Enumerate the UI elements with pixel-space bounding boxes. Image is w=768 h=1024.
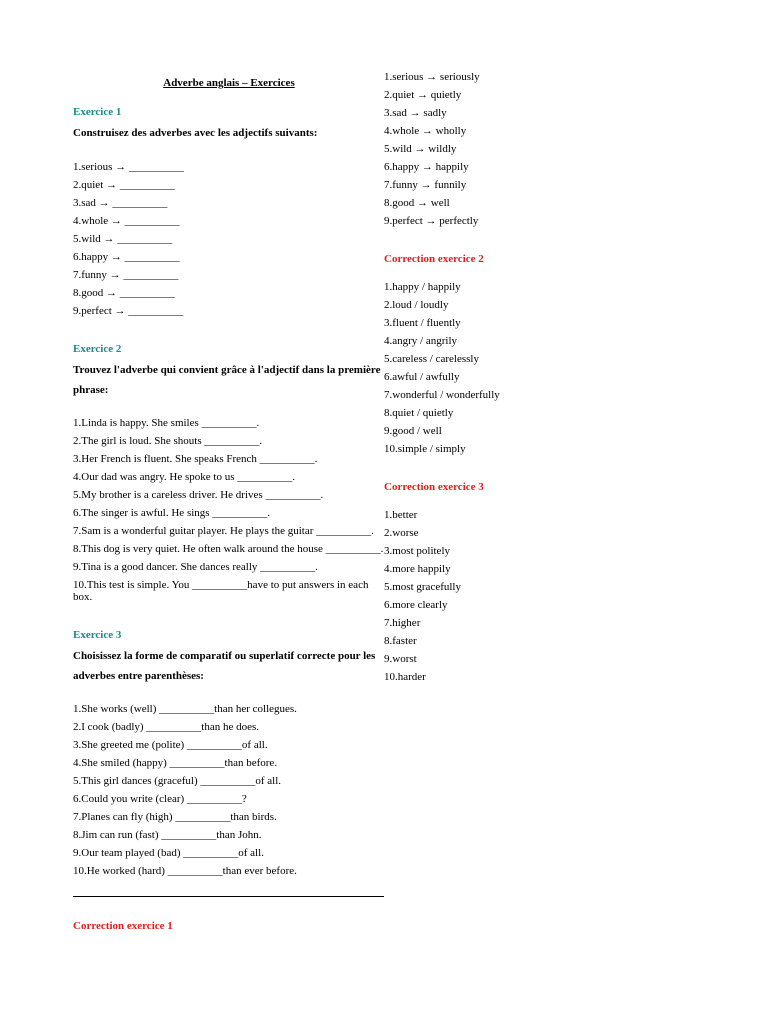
list-item: 7.funny → __________: [73, 269, 179, 281]
list-item: 6.happy → __________: [73, 251, 180, 263]
exercise-2-heading: Exercice 2: [73, 343, 122, 355]
list-item: 3.sad → sadly: [384, 107, 447, 119]
list-item: 7.wonderful / wonderfully: [384, 389, 500, 401]
list-item: 10.harder: [384, 671, 426, 683]
exercise-2: [73, 342, 385, 606]
list-item: 2.loud / loudly: [384, 299, 449, 311]
list-item: 2.quiet → quietly: [384, 89, 462, 101]
correction-1-list: [384, 68, 684, 230]
list-item: 9.perfect → __________: [73, 305, 184, 317]
correction-1-heading: Correction exercice 1: [73, 920, 173, 932]
list-item: 1.Linda is happy. She smiles __________.: [73, 417, 260, 429]
list-item: 10.He worked (hard) __________than ever before.: [73, 865, 297, 877]
exercise-3: [73, 628, 385, 880]
exercise-2-list: [73, 414, 385, 606]
list-item: 4.more happily: [384, 563, 451, 575]
list-item: 4.She smiled (happy) __________than before.: [73, 757, 278, 769]
document-title: Adverbe anglais – Exercices: [163, 77, 295, 89]
list-item: 7.Sam is a wonderful guitar player. He plays the guitar __________.: [73, 525, 374, 537]
list-item: 10.This test is simple. You __________have to put answers in each box.: [73, 579, 369, 603]
list-item: 7.higher: [384, 617, 421, 629]
list-item: 5.wild → wildly: [384, 143, 457, 155]
correction-3-list: [384, 506, 684, 686]
list-item: 1.She works (well) __________than her collegues.: [73, 703, 297, 715]
list-item: 8.good → well: [384, 197, 450, 209]
section-divider: [73, 896, 384, 897]
list-item: 10.simple / simply: [384, 443, 466, 455]
exercise-2-instruction: Trouvez l'adverbe qui convient grâce à l'adjectif dans la première phrase:: [73, 364, 381, 396]
list-item: 3.sad → __________: [73, 197, 168, 209]
list-item: 6.Could you write (clear) __________?: [73, 793, 247, 805]
list-item: 5.This girl dances (graceful) __________of all.: [73, 775, 282, 787]
list-item: 9.Our team played (bad) __________of all.: [73, 847, 264, 859]
correction-1: [73, 919, 385, 933]
list-item: 9.worst: [384, 653, 417, 665]
right-column: [384, 68, 684, 686]
exercise-1-list: [73, 158, 385, 320]
left-column: [73, 76, 385, 933]
list-item: 6.happy → happily: [384, 161, 469, 173]
list-item: 8.faster: [384, 635, 417, 647]
list-item: 4.Our dad was angry. He spoke to us __________.: [73, 471, 296, 483]
list-item: 6.The singer is awful. He sings __________.: [73, 507, 271, 519]
exercise-1: [73, 105, 385, 320]
list-item: 1.happy / happily: [384, 281, 461, 293]
correction-2-list: [384, 278, 684, 458]
list-item: 8.quiet / quietly: [384, 407, 454, 419]
list-item: 9.Tina is a good dancer. She dances really __________.: [73, 561, 318, 573]
list-item: 8.Jim can run (fast) __________than John.: [73, 829, 262, 841]
list-item: 3.She greeted me (polite) __________of all.: [73, 739, 268, 751]
correction-2: [384, 252, 684, 458]
list-item: 5.most gracefully: [384, 581, 461, 593]
list-item: 8.This dog is very quiet. He often walk around the house __________.: [73, 543, 384, 555]
correction-3: [384, 480, 684, 686]
list-item: 6.awful / awfully: [384, 371, 460, 383]
list-item: 1.serious → __________: [73, 161, 184, 173]
list-item: 7.Planes can fly (high) __________than birds.: [73, 811, 277, 823]
exercise-3-heading: Exercice 3: [73, 629, 122, 641]
list-item: 1.better: [384, 509, 418, 521]
list-item: 4.whole → wholly: [384, 125, 467, 137]
list-item: 9.perfect → perfectly: [384, 215, 479, 227]
list-item: 7.funny → funnily: [384, 179, 467, 191]
exercise-1-heading: Exercice 1: [73, 106, 122, 118]
list-item: 5.careless / carelessly: [384, 353, 479, 365]
list-item: 9.good / well: [384, 425, 442, 437]
list-item: 4.angry / angrily: [384, 335, 458, 347]
list-item: 5.wild → __________: [73, 233, 173, 245]
list-item: 8.good → __________: [73, 287, 175, 299]
correction-3-heading: Correction exercice 3: [384, 481, 484, 493]
list-item: 2.quiet → __________: [73, 179, 175, 191]
list-item: 3.most politely: [384, 545, 450, 557]
list-item: 2.I cook (badly) __________than he does.: [73, 721, 260, 733]
list-item: 3.fluent / fluently: [384, 317, 461, 329]
exercise-3-list: [73, 700, 385, 880]
correction-2-heading: Correction exercice 2: [384, 253, 484, 265]
list-item: 2.The girl is loud. She shouts __________.: [73, 435, 263, 447]
list-item: 5.My brother is a careless driver. He drives __________.: [73, 489, 324, 501]
list-item: 4.whole → __________: [73, 215, 180, 227]
list-item: 3.Her French is fluent. She speaks French __________.: [73, 453, 318, 465]
list-item: 2.worse: [384, 527, 419, 539]
exercise-1-instruction: Construisez des adverbes avec les adjectifs suivants:: [73, 127, 318, 139]
list-item: 1.serious → seriously: [384, 71, 480, 83]
list-item: 6.more clearly: [384, 599, 448, 611]
exercise-3-instruction: Choisissez la forme de comparatif ou superlatif correcte pour les adverbes entre parenthèses:: [73, 650, 376, 682]
